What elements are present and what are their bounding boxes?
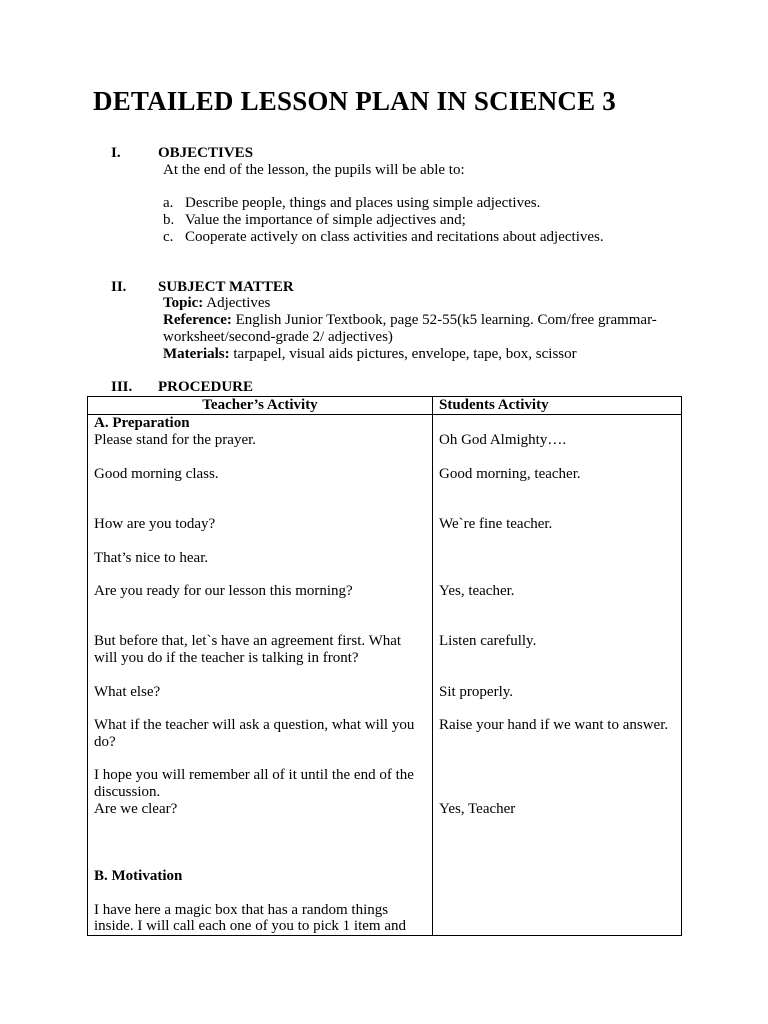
teacher-line: But before that, let`s have an agreement first. What xyxy=(94,633,402,649)
materials-value: tarpapel, visual aids pictures, envelope, tape, box, scissor xyxy=(233,346,577,362)
student-line: We`re fine teacher. xyxy=(439,516,553,532)
teacher-line: That’s nice to hear. xyxy=(94,550,209,566)
teacher-line: What else? xyxy=(94,684,161,700)
teacher-line: do? xyxy=(94,734,116,750)
table-row xyxy=(88,415,682,936)
student-line: Yes, Teacher xyxy=(439,801,516,817)
student-line: Yes, teacher. xyxy=(439,583,515,599)
objective-text: Cooperate actively on class activities and recitations about adjectives. xyxy=(185,229,604,245)
objective-text: Describe people, things and places using simple adjectives. xyxy=(185,195,541,211)
teacher-line: Good morning class. xyxy=(94,466,219,482)
teacher-line: discussion. xyxy=(94,784,161,800)
page-title: DETAILED LESSON PLAN IN SCIENCE 3 xyxy=(93,86,616,116)
reference-label: Reference: xyxy=(163,312,232,328)
objectives-number: I. xyxy=(111,145,121,161)
materials-line xyxy=(163,346,577,363)
teacher-line: What if the teacher will ask a question, what will you xyxy=(94,717,415,733)
procedure-heading: PROCEDURE xyxy=(158,379,254,395)
objective-item xyxy=(163,229,604,246)
student-line: Listen carefully. xyxy=(439,633,537,649)
student-line: Good morning, teacher. xyxy=(439,466,581,482)
teacher-activity-header: Teacher’s Activity xyxy=(88,397,433,415)
teacher-line: I hope you will remember all of it until the end of the xyxy=(94,767,414,783)
objective-item xyxy=(163,212,604,229)
student-line: Sit properly. xyxy=(439,684,514,700)
topic-value: Adjectives xyxy=(206,295,271,311)
reference-line xyxy=(163,312,657,329)
objectives-list xyxy=(163,195,604,246)
procedure-table xyxy=(87,396,682,936)
materials-label: Materials: xyxy=(163,346,230,362)
students-activity-header: Students Activity xyxy=(433,397,682,415)
preparation-heading: A. Preparation xyxy=(94,415,190,431)
teacher-line: I have here a magic box that has a random things xyxy=(94,902,389,918)
student-line: Raise your hand if we want to answer. xyxy=(439,717,669,733)
objectives-heading: OBJECTIVES xyxy=(158,145,254,161)
teacher-line: How are you today? xyxy=(94,516,216,532)
reference-continuation: worksheet/second-grade 2/ adjectives) xyxy=(163,329,393,345)
topic-line xyxy=(163,295,270,312)
objective-item xyxy=(163,195,604,212)
teacher-line: Are we clear? xyxy=(94,801,178,817)
subject-matter-heading: SUBJECT MATTER xyxy=(158,279,294,295)
teacher-line: Please stand for the prayer. xyxy=(94,432,257,448)
teacher-activity-cell xyxy=(88,415,433,936)
student-line: Oh God Almighty…. xyxy=(439,432,567,448)
procedure-number: III. xyxy=(111,379,133,395)
teacher-line: Are you ready for our lesson this morning? xyxy=(94,583,353,599)
subject-matter-number: II. xyxy=(111,279,127,295)
students-activity-cell xyxy=(433,415,682,936)
table-header-row xyxy=(88,397,682,415)
reference-value: English Junior Textbook, page 52-55(k5 learning. Com/free grammar- xyxy=(235,312,657,328)
teacher-line: will you do if the teacher is talking in front? xyxy=(94,650,359,666)
topic-label: Topic: xyxy=(163,295,204,311)
objectives-intro: At the end of the lesson, the pupils will be able to: xyxy=(163,162,465,178)
objective-marker: c. xyxy=(163,229,174,245)
objective-marker: a. xyxy=(163,195,174,211)
motivation-heading: B. Motivation xyxy=(94,868,183,884)
objective-marker: b. xyxy=(163,212,175,228)
teacher-line: inside. I will call each one of you to pick 1 item and xyxy=(94,918,406,934)
objective-text: Value the importance of simple adjectives and; xyxy=(185,212,466,228)
